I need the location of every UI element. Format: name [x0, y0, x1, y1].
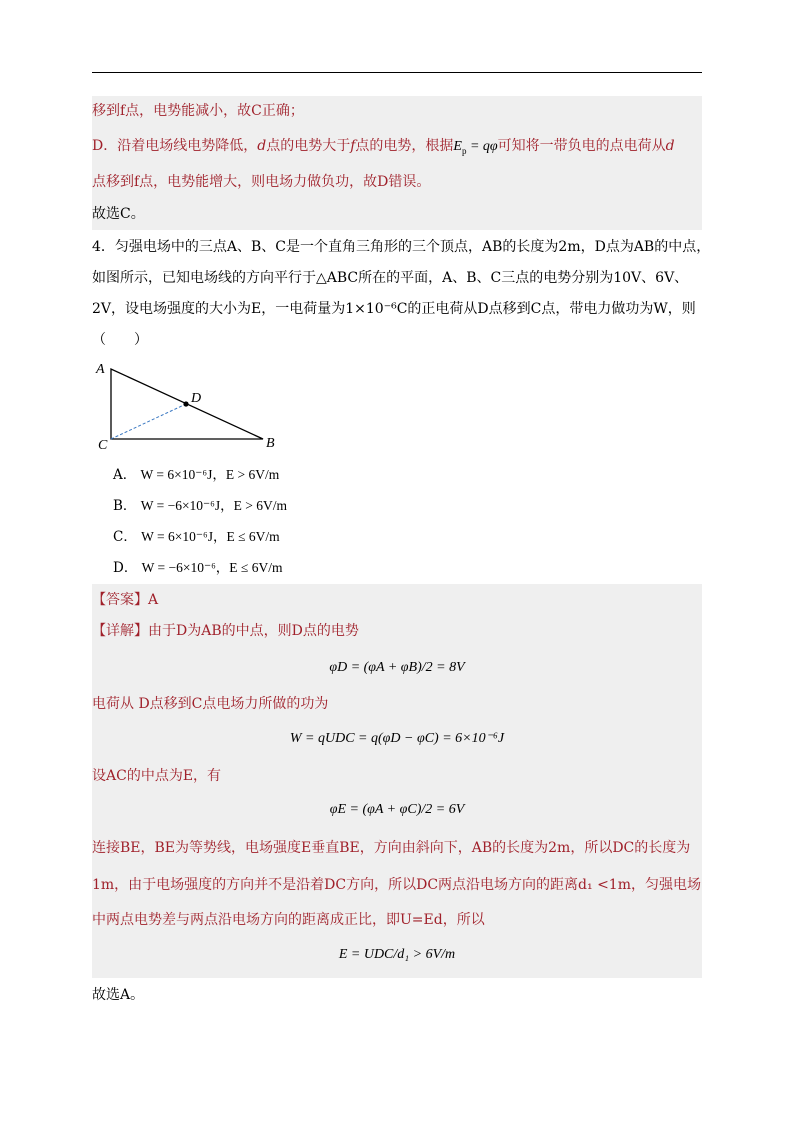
label-c: C — [98, 438, 108, 453]
question-line-3: 2V，设电场强度的大小为E，一电荷量为1×10⁻⁶C的正电荷从D点移到C点，带电力做功为W，则 — [92, 301, 696, 317]
question-line-1: 4．匀强电场中的三点A、B、C是一个直角三角形的三个顶点，AB的长度为2m，D点为AB的中点， — [92, 239, 711, 255]
label-b: B — [266, 436, 275, 451]
prev-line-1: 移到f点，电势能减小，故C正确； — [92, 103, 304, 119]
formula-e-field: E = UDC/d₁ > 6V/m — [338, 947, 456, 962]
formula-phi-d: φD = (φA + φB)/2 = 8V — [329, 660, 465, 675]
formula-work: W = qUDC = q(φD − φC) = 6×10⁻⁶J — [289, 731, 505, 746]
prev-line-2: D．沿着电场线电势降低，d点的电势大于f点的电势，根据$E_p = q\varphi$可知将一带负电的点电荷从d — [92, 138, 675, 156]
label-d: D — [191, 391, 202, 406]
answer-line: 【答案】A — [92, 592, 159, 608]
conclusion-line: 故选A。 — [92, 987, 145, 1003]
option-d[interactable]: D． W = −6×10⁻⁶，E ≤ 6V/m — [113, 560, 283, 576]
header-rule — [92, 72, 702, 73]
detail-line-3: 设AC的中点为E，有 — [92, 768, 222, 784]
dashed-line-cd — [111, 404, 186, 439]
formula-phi-e: φE = (φA + φC)/2 = 6V — [329, 802, 465, 817]
detail-line-5: 1m，由于电场强度的方向并不是沿着DC方向，所以DC两点沿电场方向的距离d₁ <1m，匀强电场 — [92, 877, 701, 893]
prev-line-4: 故选C。 — [92, 206, 145, 222]
option-b[interactable]: B． W = −6×10⁻⁶J，E > 6V/m — [113, 498, 288, 514]
label-a: A — [96, 362, 105, 377]
detail-line-1: 【详解】由于D为AB的中点，则D点的电势 — [92, 623, 359, 639]
triangle-figure — [90, 358, 290, 453]
option-c[interactable]: C． W = 6×10⁻⁶J，E ≤ 6V/m — [113, 529, 280, 545]
question-line-4: （ ） — [92, 332, 148, 348]
option-a[interactable]: A． W = 6×10⁻⁶J，E > 6V/m — [113, 467, 280, 483]
detail-line-6: 中两点电势差与两点沿电场方向的距离成正比，即U=Ed，所以 — [92, 912, 485, 928]
detail-line-4: 连接BE，BE为等势线，电场强度E垂直BE，方向由斜向下，AB的长度为2m，所以DC的长度为 — [92, 840, 691, 856]
question-line-2: 如图所示，已知电场线的方向平行于△ABC所在的平面，A、B、C三点的电势分别为10V、6V、 — [92, 270, 689, 286]
point-d — [183, 401, 188, 406]
detail-line-2: 电荷从 D点移到C点电场力所做的功为 — [92, 696, 329, 712]
prev-line-3: 点移到f点，电势能增大，则电场力做负功，故D错误。 — [92, 174, 431, 190]
